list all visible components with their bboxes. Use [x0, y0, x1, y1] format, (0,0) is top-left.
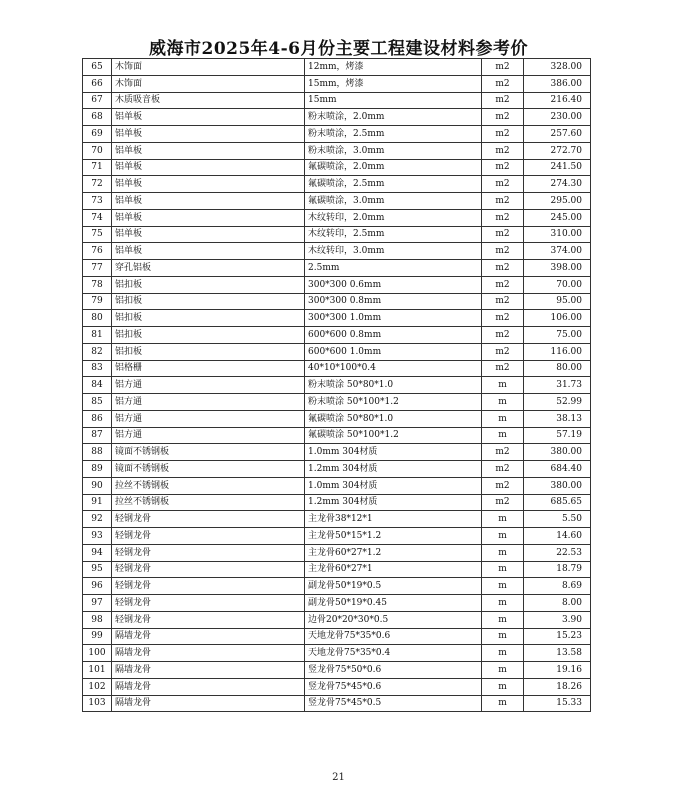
price-cell: 95.00: [524, 293, 591, 310]
material-name-cell: 穿孔铝板: [112, 260, 305, 277]
unit-cell: m2: [482, 444, 524, 461]
price-cell: 230.00: [524, 109, 591, 126]
table-row: [83, 578, 591, 595]
table-row: [83, 511, 591, 528]
row-number-cell: 72: [83, 176, 112, 193]
specification-cell: 木纹转印，2.5mm: [305, 226, 482, 243]
price-cell: 257.60: [524, 126, 591, 143]
row-number-cell: 91: [83, 494, 112, 511]
table-row: [83, 276, 591, 293]
specification-cell: 主龙骨50*15*1.2: [305, 528, 482, 545]
table-row: [83, 75, 591, 92]
material-name-cell: 镜面不锈钢板: [112, 444, 305, 461]
price-cell: 75.00: [524, 327, 591, 344]
price-cell: 15.23: [524, 628, 591, 645]
price-cell: 398.00: [524, 260, 591, 277]
row-number-cell: 76: [83, 243, 112, 260]
material-name-cell: 铝单板: [112, 142, 305, 159]
material-name-cell: 木饰面: [112, 59, 305, 76]
material-name-cell: 拉丝不锈钢板: [112, 494, 305, 511]
unit-cell: m2: [482, 75, 524, 92]
row-number-cell: 93: [83, 528, 112, 545]
price-cell: 14.60: [524, 528, 591, 545]
unit-cell: m2: [482, 276, 524, 293]
unit-cell: m2: [482, 494, 524, 511]
table-row: [83, 695, 591, 712]
specification-cell: 边骨20*20*30*0.5: [305, 611, 482, 628]
table-row: [83, 662, 591, 679]
specification-cell: 15mm: [305, 92, 482, 109]
specification-cell: 主龙骨60*27*1: [305, 561, 482, 578]
price-cell: 241.50: [524, 159, 591, 176]
material-name-cell: 拉丝不锈钢板: [112, 477, 305, 494]
material-name-cell: 铝方通: [112, 427, 305, 444]
table-row: [83, 444, 591, 461]
material-name-cell: 铝单板: [112, 193, 305, 210]
row-number-cell: 82: [83, 343, 112, 360]
material-name-cell: 铝单板: [112, 209, 305, 226]
table-row: [83, 343, 591, 360]
row-number-cell: 71: [83, 159, 112, 176]
row-number-cell: 74: [83, 209, 112, 226]
material-name-cell: 铝单板: [112, 176, 305, 193]
specification-cell: 氟碳喷涂 50*80*1.0: [305, 410, 482, 427]
material-name-cell: 铝格栅: [112, 360, 305, 377]
material-name-cell: 木质吸音板: [112, 92, 305, 109]
price-cell: 386.00: [524, 75, 591, 92]
specification-cell: 15mm，烤漆: [305, 75, 482, 92]
price-cell: 15.33: [524, 695, 591, 712]
table-row: [83, 243, 591, 260]
price-cell: 8.00: [524, 595, 591, 612]
unit-cell: m: [482, 628, 524, 645]
table-row: [83, 293, 591, 310]
unit-cell: m: [482, 394, 524, 411]
price-cell: 380.00: [524, 477, 591, 494]
price-cell: 274.30: [524, 176, 591, 193]
page-title: 威海市2025年4-6月份主要工程建设材料参考价: [148, 39, 529, 59]
row-number-cell: 67: [83, 92, 112, 109]
row-number-cell: 69: [83, 126, 112, 143]
unit-cell: m2: [482, 293, 524, 310]
table-row: [83, 377, 591, 394]
row-number-cell: 95: [83, 561, 112, 578]
row-number-cell: 84: [83, 377, 112, 394]
specification-cell: 副龙骨50*19*0.45: [305, 595, 482, 612]
unit-cell: m2: [482, 126, 524, 143]
table-row: [83, 159, 591, 176]
table-row: [83, 260, 591, 277]
price-cell: 374.00: [524, 243, 591, 260]
unit-cell: m: [482, 645, 524, 662]
specification-cell: 主龙骨38*12*1: [305, 511, 482, 528]
unit-cell: m: [482, 611, 524, 628]
price-cell: 685.65: [524, 494, 591, 511]
price-cell: 106.00: [524, 310, 591, 327]
row-number-cell: 88: [83, 444, 112, 461]
material-name-cell: 铝单板: [112, 159, 305, 176]
specification-cell: 粉末喷涂，2.0mm: [305, 109, 482, 126]
row-number-cell: 81: [83, 327, 112, 344]
table-row: [83, 628, 591, 645]
row-number-cell: 98: [83, 611, 112, 628]
specification-cell: 竖龙骨75*45*0.6: [305, 678, 482, 695]
specification-cell: 木纹转印，2.0mm: [305, 209, 482, 226]
table-row: [83, 494, 591, 511]
price-cell: 13.58: [524, 645, 591, 662]
price-cell: 18.26: [524, 678, 591, 695]
table-row: [83, 544, 591, 561]
row-number-cell: 79: [83, 293, 112, 310]
table-row: [83, 645, 591, 662]
price-cell: 328.00: [524, 59, 591, 76]
specification-cell: 氟碳喷涂 50*100*1.2: [305, 427, 482, 444]
material-name-cell: 隔墙龙骨: [112, 662, 305, 679]
unit-cell: m: [482, 695, 524, 712]
table-row: [83, 59, 591, 76]
unit-cell: m2: [482, 109, 524, 126]
material-name-cell: 铝扣板: [112, 327, 305, 344]
material-name-cell: 铝扣板: [112, 276, 305, 293]
unit-cell: m: [482, 662, 524, 679]
table-row: [83, 226, 591, 243]
material-name-cell: 轻钢龙骨: [112, 528, 305, 545]
specification-cell: 氟碳喷涂，2.0mm: [305, 159, 482, 176]
row-number-cell: 89: [83, 461, 112, 478]
row-number-cell: 70: [83, 142, 112, 159]
unit-cell: m: [482, 377, 524, 394]
price-cell: 38.13: [524, 410, 591, 427]
material-name-cell: 隔墙龙骨: [112, 695, 305, 712]
row-number-cell: 66: [83, 75, 112, 92]
price-cell: 19.16: [524, 662, 591, 679]
material-name-cell: 轻钢龙骨: [112, 544, 305, 561]
table-row: [83, 360, 591, 377]
specification-cell: 主龙骨60*27*1.2: [305, 544, 482, 561]
price-cell: 3.90: [524, 611, 591, 628]
price-cell: 245.00: [524, 209, 591, 226]
row-number-cell: 78: [83, 276, 112, 293]
unit-cell: m: [482, 678, 524, 695]
material-name-cell: 镜面不锈钢板: [112, 461, 305, 478]
material-name-cell: 铝单板: [112, 243, 305, 260]
specification-cell: 粉末喷涂，3.0mm: [305, 142, 482, 159]
row-number-cell: 92: [83, 511, 112, 528]
specification-cell: 粉末喷涂，2.5mm: [305, 126, 482, 143]
unit-cell: m: [482, 528, 524, 545]
material-name-cell: 隔墙龙骨: [112, 645, 305, 662]
specification-cell: 40*10*100*0.4: [305, 360, 482, 377]
unit-cell: m2: [482, 159, 524, 176]
price-cell: 57.19: [524, 427, 591, 444]
material-name-cell: 铝方通: [112, 410, 305, 427]
table-row: [83, 126, 591, 143]
row-number-cell: 97: [83, 595, 112, 612]
price-cell: 5.50: [524, 511, 591, 528]
table-row: [83, 595, 591, 612]
unit-cell: m: [482, 544, 524, 561]
table-row: [83, 109, 591, 126]
row-number-cell: 77: [83, 260, 112, 277]
price-cell: 684.40: [524, 461, 591, 478]
table-row: [83, 427, 591, 444]
material-name-cell: 铝单板: [112, 226, 305, 243]
row-number-cell: 73: [83, 193, 112, 210]
specification-cell: 1.0mm 304材质: [305, 477, 482, 494]
price-cell: 216.40: [524, 92, 591, 109]
row-number-cell: 75: [83, 226, 112, 243]
table-row: [83, 561, 591, 578]
row-number-cell: 101: [83, 662, 112, 679]
unit-cell: m2: [482, 176, 524, 193]
material-name-cell: 铝单板: [112, 126, 305, 143]
material-name-cell: 铝扣板: [112, 343, 305, 360]
specification-cell: 300*300 1.0mm: [305, 310, 482, 327]
specification-cell: 天地龙骨75*35*0.4: [305, 645, 482, 662]
unit-cell: m2: [482, 327, 524, 344]
price-cell: 116.00: [524, 343, 591, 360]
unit-cell: m: [482, 427, 524, 444]
price-cell: 31.73: [524, 377, 591, 394]
table-row: [83, 209, 591, 226]
material-name-cell: 铝方通: [112, 394, 305, 411]
price-cell: 18.79: [524, 561, 591, 578]
specification-cell: 氟碳喷涂，2.5mm: [305, 176, 482, 193]
table-row: [83, 394, 591, 411]
table-row: [83, 410, 591, 427]
row-number-cell: 80: [83, 310, 112, 327]
specification-cell: 竖龙骨75*50*0.6: [305, 662, 482, 679]
specification-cell: 木纹转印，3.0mm: [305, 243, 482, 260]
row-number-cell: 83: [83, 360, 112, 377]
price-cell: 22.53: [524, 544, 591, 561]
unit-cell: m2: [482, 243, 524, 260]
table-row: [83, 142, 591, 159]
table-row: [83, 193, 591, 210]
table-row: [83, 678, 591, 695]
specification-cell: 天地龙骨75*35*0.6: [305, 628, 482, 645]
unit-cell: m2: [482, 59, 524, 76]
table-row: [83, 461, 591, 478]
material-name-cell: 铝方通: [112, 377, 305, 394]
table-row: [83, 611, 591, 628]
price-cell: 380.00: [524, 444, 591, 461]
unit-cell: m: [482, 578, 524, 595]
table-body: [83, 59, 591, 712]
material-name-cell: 木饰面: [112, 75, 305, 92]
material-name-cell: 轻钢龙骨: [112, 511, 305, 528]
row-number-cell: 65: [83, 59, 112, 76]
table-row: [83, 528, 591, 545]
unit-cell: m2: [482, 193, 524, 210]
unit-cell: m: [482, 511, 524, 528]
specification-cell: 600*600 0.8mm: [305, 327, 482, 344]
material-name-cell: 铝扣板: [112, 293, 305, 310]
material-name-cell: 轻钢龙骨: [112, 611, 305, 628]
row-number-cell: 96: [83, 578, 112, 595]
unit-cell: m2: [482, 310, 524, 327]
unit-cell: m2: [482, 92, 524, 109]
row-number-cell: 99: [83, 628, 112, 645]
unit-cell: m2: [482, 461, 524, 478]
unit-cell: m2: [482, 142, 524, 159]
unit-cell: m2: [482, 360, 524, 377]
specification-cell: 粉末喷涂 50*100*1.2: [305, 394, 482, 411]
table-row: [83, 92, 591, 109]
row-number-cell: 94: [83, 544, 112, 561]
price-cell: 272.70: [524, 142, 591, 159]
specification-cell: 粉末喷涂 50*80*1.0: [305, 377, 482, 394]
table-row: [83, 327, 591, 344]
table-row: [83, 176, 591, 193]
specification-cell: 1.2mm 304材质: [305, 461, 482, 478]
price-cell: 80.00: [524, 360, 591, 377]
material-name-cell: 铝单板: [112, 109, 305, 126]
specification-cell: 1.0mm 304材质: [305, 444, 482, 461]
unit-cell: m2: [482, 226, 524, 243]
unit-cell: m: [482, 410, 524, 427]
material-name-cell: 轻钢龙骨: [112, 578, 305, 595]
material-name-cell: 隔墙龙骨: [112, 628, 305, 645]
row-number-cell: 90: [83, 477, 112, 494]
specification-cell: 竖龙骨75*45*0.5: [305, 695, 482, 712]
row-number-cell: 86: [83, 410, 112, 427]
unit-cell: m: [482, 595, 524, 612]
row-number-cell: 85: [83, 394, 112, 411]
row-number-cell: 102: [83, 678, 112, 695]
page-number: 21: [332, 772, 345, 783]
specification-cell: 2.5mm: [305, 260, 482, 277]
table-row: [83, 310, 591, 327]
material-price-table: [82, 58, 591, 712]
price-cell: 295.00: [524, 193, 591, 210]
unit-cell: m2: [482, 343, 524, 360]
price-cell: 52.99: [524, 394, 591, 411]
material-name-cell: 隔墙龙骨: [112, 678, 305, 695]
unit-cell: m2: [482, 260, 524, 277]
price-cell: 70.00: [524, 276, 591, 293]
price-cell: 310.00: [524, 226, 591, 243]
row-number-cell: 100: [83, 645, 112, 662]
table-row: [83, 477, 591, 494]
material-name-cell: 铝扣板: [112, 310, 305, 327]
row-number-cell: 68: [83, 109, 112, 126]
unit-cell: m2: [482, 477, 524, 494]
unit-cell: m2: [482, 209, 524, 226]
material-name-cell: 轻钢龙骨: [112, 561, 305, 578]
specification-cell: 600*600 1.0mm: [305, 343, 482, 360]
price-cell: 8.69: [524, 578, 591, 595]
specification-cell: 12mm，烤漆: [305, 59, 482, 76]
row-number-cell: 87: [83, 427, 112, 444]
material-name-cell: 轻钢龙骨: [112, 595, 305, 612]
specification-cell: 300*300 0.6mm: [305, 276, 482, 293]
specification-cell: 氟碳喷涂，3.0mm: [305, 193, 482, 210]
specification-cell: 副龙骨50*19*0.5: [305, 578, 482, 595]
specification-cell: 1.2mm 304材质: [305, 494, 482, 511]
row-number-cell: 103: [83, 695, 112, 712]
specification-cell: 300*300 0.8mm: [305, 293, 482, 310]
unit-cell: m: [482, 561, 524, 578]
